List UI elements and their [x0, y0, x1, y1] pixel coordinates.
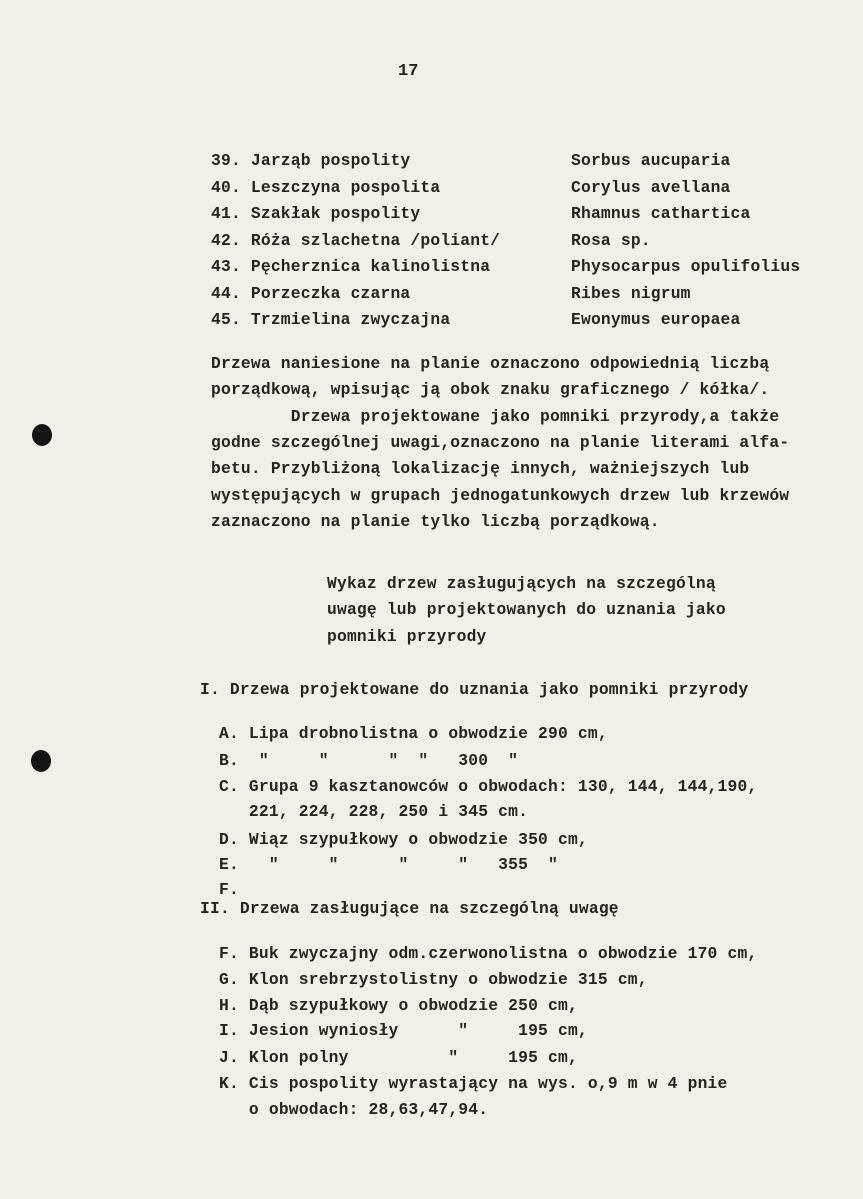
- paragraph-line: Drzewa projektowane jako pomniki przyrody,a także: [211, 407, 780, 426]
- tree-entry: B. " " " " 300 ": [219, 751, 519, 770]
- species-polish-name: 43. Pęcherznica kalinolistna: [211, 257, 491, 276]
- tree-entry: 221, 224, 228, 250 i 345 cm.: [219, 802, 529, 821]
- paragraph-line: Drzewa naniesione na planie oznaczono odpowiednią liczbą: [211, 354, 770, 373]
- paragraph-line: występujących w grupach jednogatunkowych drzew lub krzewów: [211, 486, 790, 505]
- species-polish-name: 41. Szakłak pospolity: [211, 204, 421, 223]
- tree-entry: E. " " " " 355 ": [219, 855, 558, 874]
- species-polish-name: 40. Leszczyna pospolita: [211, 178, 441, 197]
- tree-entry: I. Jesion wyniosły " 195 cm,: [219, 1021, 588, 1040]
- tree-entry: G. Klon srebrzystolistny o obwodzie 315 cm,: [219, 970, 648, 989]
- tree-entry: D. Wiąz szypułkowy o obwodzie 350 cm,: [219, 830, 588, 849]
- species-latin-name: Physocarpus opulifolius: [571, 257, 801, 276]
- species-latin-name: Rosa sp.: [571, 231, 651, 250]
- heading-line: pomniki przyrody: [327, 627, 487, 646]
- punch-hole: [32, 424, 52, 446]
- tree-entry: J. Klon polny " 195 cm,: [219, 1048, 578, 1067]
- species-polish-name: 39. Jarząb pospolity: [211, 151, 411, 170]
- tree-entry: F. Buk zwyczajny odm.czerwonolistna o obwodzie 170 cm,: [219, 944, 758, 963]
- species-polish-name: 44. Porzeczka czarna: [211, 284, 411, 303]
- heading-line: Wykaz drzew zasługujących na szczególną: [327, 574, 716, 593]
- section-title: II. Drzewa zasługujące na szczególną uwagę: [200, 899, 619, 918]
- tree-entry: A. Lipa drobnolistna o obwodzie 290 cm,: [219, 724, 608, 743]
- paragraph-line: zaznaczono na planie tylko liczbą porządkową.: [211, 512, 660, 531]
- punch-hole: [31, 750, 51, 772]
- paragraph-line: betu. Przybliżoną lokalizację innych, ważniejszych lub: [211, 459, 750, 478]
- page-number: 17: [398, 62, 419, 81]
- tree-entry: F.: [219, 880, 239, 899]
- tree-entry: K. Cis pospolity wyrastający na wys. o,9 m w 4 pnie: [219, 1074, 728, 1093]
- species-latin-name: Ribes nigrum: [571, 284, 691, 303]
- species-latin-name: Rhamnus cathartica: [571, 204, 751, 223]
- tree-entry: C. Grupa 9 kasztanowców o obwodach: 130, 144, 144,190,: [219, 777, 758, 796]
- paragraph-line: porządkową, wpisując ją obok znaku graficznego / kółka/.: [211, 380, 770, 399]
- species-latin-name: Ewonymus europaea: [571, 310, 741, 329]
- species-polish-name: 42. Róża szlachetna /poliant/: [211, 231, 501, 250]
- heading-line: uwagę lub projektowanych do uznania jako: [327, 600, 726, 619]
- species-polish-name: 45. Trzmielina zwyczajna: [211, 310, 451, 329]
- paragraph-line: godne szczególnej uwagi,oznaczono na planie literami alfa-: [211, 433, 790, 452]
- tree-entry: o obwodach: 28,63,47,94.: [219, 1100, 489, 1119]
- tree-entry: H. Dąb szypułkowy o obwodzie 250 cm,: [219, 996, 578, 1015]
- species-latin-name: Corylus avellana: [571, 178, 731, 197]
- species-latin-name: Sorbus aucuparia: [571, 151, 731, 170]
- section-title: I. Drzewa projektowane do uznania jako pomniki przyrody: [200, 680, 749, 699]
